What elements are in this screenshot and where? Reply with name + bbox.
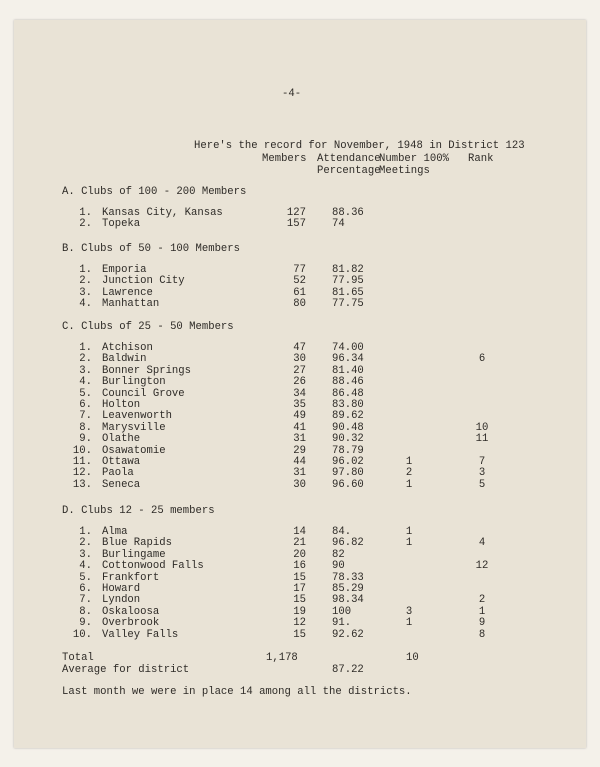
table-row [14,218,574,230]
section-heading: C. Clubs of 25 - 50 Members [62,321,234,333]
club-name: Emporia [102,264,147,276]
club-name: Manhattan [102,298,160,311]
attendance-percentage: 92.62 [332,628,364,641]
table-row [14,549,574,561]
member-count: 15 [293,628,306,641]
attendance-percentage: 89.62 [332,410,364,423]
row-number: 9. [79,433,92,446]
row-number: 2. [79,537,92,550]
attendance-percentage: 78.33 [332,571,364,584]
rank: 10 [475,421,489,434]
member-count: 19 [293,605,306,618]
rank: 8 [478,628,486,641]
row-number: 8. [79,605,92,618]
member-count: 15 [293,594,306,607]
perfect-meetings: 1 [405,537,413,550]
member-count: 157 [286,218,306,231]
table-row [14,207,574,219]
attendance-percentage: 96.82 [332,537,364,550]
attendance-percentage: 83.80 [332,399,364,411]
table-row [14,376,574,388]
rank: 6 [478,353,486,366]
table-row [14,399,574,411]
club-name: Burlington [102,376,166,389]
total-meetings: 10 [406,652,419,664]
table-row [14,526,574,538]
table-row [14,264,574,276]
rank: 3 [478,467,486,480]
row-number: 3. [79,286,92,299]
row-number: 13. [72,478,92,491]
member-count: 44 [293,456,306,468]
perfect-meetings: 1 [405,478,413,491]
table-row [14,298,574,310]
member-count: 21 [293,537,306,550]
attendance-percentage: 74.00 [332,342,364,354]
member-count: 30 [293,478,306,491]
member-count: 77 [293,264,306,276]
attendance-percentage: 86.48 [332,387,364,400]
table-row [14,433,574,445]
rank: 1 [478,605,486,618]
table-row [14,287,574,299]
row-number: 7. [79,410,92,423]
column-header-rank: Rank [468,153,494,165]
row-number: 7. [79,594,92,607]
perfect-meetings: 1 [405,456,413,468]
row-number: 5. [79,387,92,400]
row-number: 10. [72,628,92,641]
row-number: 4. [79,298,92,311]
member-count: 127 [286,207,306,219]
member-count: 61 [293,286,306,299]
average-label: Average for district [62,664,190,676]
table-row [14,629,574,641]
attendance-percentage: 98.34 [332,594,364,607]
club-name: Howard [102,583,141,595]
row-number: 1. [79,342,92,354]
member-count: 49 [293,410,306,423]
club-name: Atchison [102,342,153,354]
table-row [14,572,574,584]
attendance-percentage: 77.95 [332,275,364,288]
row-number: 1. [79,264,92,276]
table-row [14,456,574,468]
club-name: Holton [102,399,141,411]
member-count: 31 [293,467,306,480]
row-number: 4. [79,376,92,389]
table-row [14,275,574,287]
club-name: Council Grove [102,387,185,400]
club-name: Marysville [102,421,166,434]
club-name: Lawrence [102,286,153,299]
perfect-meetings: 1 [405,617,413,630]
club-name: Seneca [102,478,141,491]
row-number: 6. [79,399,92,411]
average-percentage: 87.22 [332,664,364,676]
rank: 4 [478,537,486,550]
table-row [14,422,574,434]
attendance-percentage: 88.36 [332,207,364,219]
attendance-percentage: 77.75 [332,298,364,311]
club-name: Frankfort [102,571,160,584]
table-row [14,617,574,629]
row-number: 4. [79,560,92,573]
club-name: Cottonwood Falls [102,560,204,573]
member-count: 12 [293,617,306,630]
member-count: 30 [293,353,306,366]
row-number: 8. [79,421,92,434]
table-row [14,342,574,354]
row-number: 1. [79,207,92,219]
total-label: Total [62,652,94,664]
member-count: 31 [293,433,306,446]
club-name: Baldwin [102,353,147,366]
row-number: 2. [79,218,92,231]
member-count: 80 [293,298,306,311]
club-name: Leavenworth [102,410,172,423]
club-name: Junction City [102,275,185,288]
club-name: Blue Rapids [102,537,172,550]
club-name: Olathe [102,433,141,446]
rank: 7 [478,456,486,468]
perfect-meetings: 2 [405,467,413,480]
club-name: Paola [102,467,134,480]
attendance-percentage: 91. [332,617,352,630]
club-name: Alma [102,526,128,538]
column-header-meetings: Number 100% Meetings [379,153,449,177]
row-number: 1. [79,526,92,538]
member-count: 15 [293,571,306,584]
member-count: 26 [293,376,306,389]
total-members: 1,178 [266,652,298,664]
member-count: 34 [293,387,306,400]
member-count: 20 [293,548,306,561]
perfect-meetings: 3 [405,605,413,618]
table-row [14,560,574,572]
club-name: Bonner Springs [102,364,192,377]
club-name: Overbrook [102,617,160,630]
club-name: Topeka [102,218,141,231]
table-row [14,594,574,606]
club-name: Kansas City, Kansas [102,207,223,219]
attendance-percentage: 100 [332,605,352,618]
attendance-percentage: 96.02 [332,456,364,468]
attendance-percentage: 96.34 [332,353,364,366]
member-count: 52 [293,275,306,288]
attendance-percentage: 82 [332,548,345,561]
rank: 9 [478,617,486,630]
perfect-meetings: 1 [405,526,413,538]
row-number: 2. [79,353,92,366]
member-count: 47 [293,342,306,354]
row-number: 11. [72,456,92,468]
member-count: 14 [293,526,306,538]
rank: 5 [478,478,486,491]
table-row [14,479,574,491]
attendance-percentage: 84. [332,526,352,538]
page-title: Here's the record for November, 1948 in District 123 [194,140,525,152]
attendance-percentage: 90.48 [332,421,364,434]
club-name: Valley Falls [102,628,179,641]
row-number: 9. [79,617,92,630]
attendance-percentage: 90 [332,560,345,573]
member-count: 16 [293,560,306,573]
club-name: Ottawa [102,456,141,468]
footer-note: Last month we were in place 14 among all the districts. [62,686,412,698]
table-row [14,606,574,618]
member-count: 17 [293,583,306,595]
row-number: 10. [72,444,92,457]
table-row [14,388,574,400]
club-name: Lyndon [102,594,141,607]
member-count: 29 [293,444,306,457]
page-number: -4- [282,88,302,100]
attendance-percentage: 97.80 [332,467,364,480]
member-count: 27 [293,364,306,377]
club-name: Osawatomie [102,444,166,457]
table-row [14,445,574,457]
row-number: 5. [79,571,92,584]
table-row [14,583,574,595]
attendance-percentage: 81.65 [332,286,364,299]
table-row [14,467,574,479]
row-number: 3. [79,364,92,377]
table-row [14,365,574,377]
member-count: 41 [293,421,306,434]
attendance-percentage: 90.32 [332,433,364,446]
rank: 12 [475,560,489,573]
attendance-percentage: 74 [332,218,345,231]
club-name: Oskaloosa [102,605,160,618]
row-number: 12. [72,467,92,480]
attendance-percentage: 96.60 [332,478,364,491]
section-heading: D. Clubs 12 - 25 members [62,505,215,517]
column-header-members: Members [262,153,307,165]
table-row [14,537,574,549]
column-header-attendance: Attendance Percentage [317,153,381,177]
attendance-percentage: 88.46 [332,376,364,389]
club-name: Burlingame [102,548,166,561]
row-number: 3. [79,548,92,561]
attendance-percentage: 81.82 [332,264,364,276]
member-count: 35 [293,399,306,411]
attendance-percentage: 81.40 [332,364,364,377]
attendance-percentage: 78.79 [332,444,364,457]
section-heading: B. Clubs of 50 - 100 Members [62,243,241,255]
attendance-percentage: 85.29 [332,583,364,595]
section-heading: A. Clubs of 100 - 200 Members [62,186,247,198]
rank: 11 [475,433,489,446]
table-row [14,410,574,422]
row-number: 2. [79,275,92,288]
rank: 2 [478,594,486,607]
row-number: 6. [79,583,92,595]
document-page [14,20,586,748]
table-row [14,353,574,365]
